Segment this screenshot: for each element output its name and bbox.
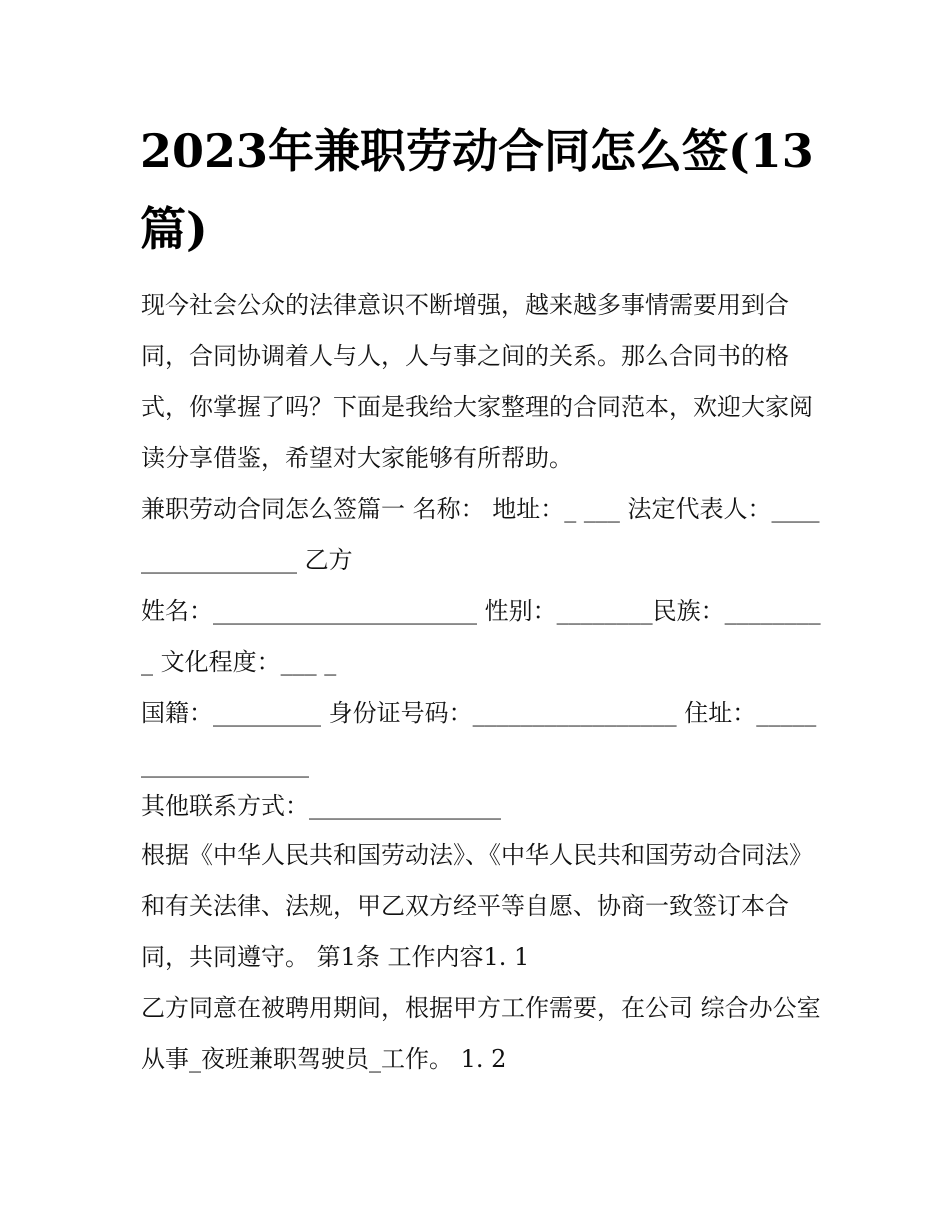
party-info-paragraph: 兼职劳动合同怎么签篇一 名称： 地址：_ ___ 法定代表人：_________________ 乙方 <box>141 495 820 574</box>
contact-paragraph: 其他联系方式：________________ <box>141 792 501 820</box>
document-title: 2023年兼职劳动合同怎么签(13篇) <box>140 124 814 256</box>
nationality-id-paragraph: 国籍：_________ 身份证号码：_________________ 住址：___________________ <box>141 699 817 778</box>
intro-paragraph: 现今社会公众的法律意识不断增强，越来越多事情需要用到合同，合同协调着人与人，人与事之间的关系。那么合同书的格式，你掌握了吗？下面是我给大家整理的合同范本，欢迎大家阅读分享借鉴，希望对大家能够有所帮助。 <box>141 291 813 472</box>
personal-info-paragraph: 姓名：______________________ 性别：________民族：_________ 文化程度：___ _ <box>141 597 821 676</box>
legal-basis-paragraph: 根据《中华人民共和国劳动法》、《中华人民共和国劳动合同法》和有关法律、法规，甲乙双方经平等自愿、协商一致签订本合同，共同遵守。 第1条 工作内容1. 1 <box>141 841 813 971</box>
work-content-paragraph: 乙方同意在被聘用期间，根据甲方工作需要，在公司 综合办公室 从事_夜班兼职驾驶员_工作。 1. 2 <box>141 994 829 1073</box>
